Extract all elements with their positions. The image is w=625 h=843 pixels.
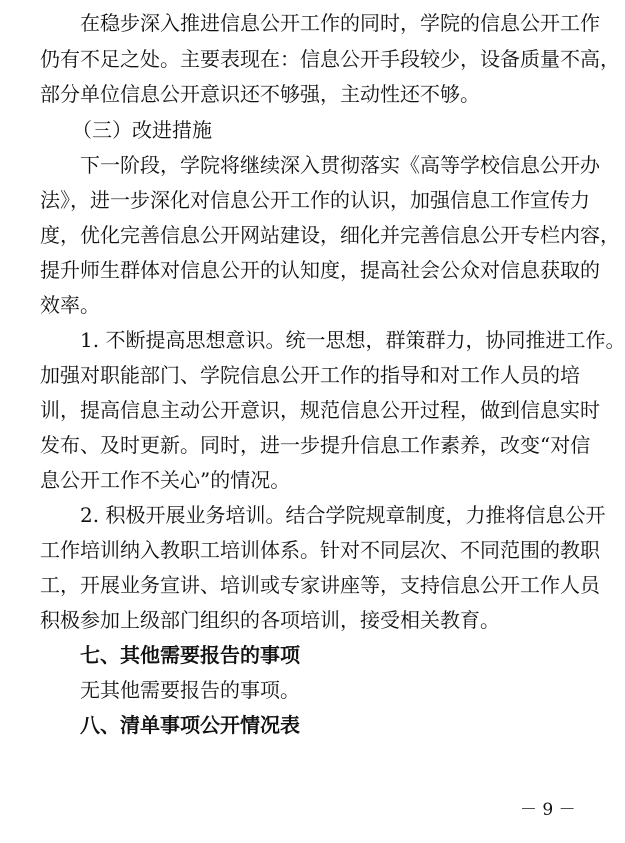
- text-line: 仍有不足之处。主要表现在：信息公开手段较少，设备质量不高，: [40, 47, 620, 71]
- text-line: 2. 积极开展业务培训。结合学院规章制度，力推将信息公开: [80, 503, 606, 527]
- text-line: 度，优化完善信息公开网站建设，细化并完善信息公开专栏内容，: [40, 223, 620, 247]
- text-line: 部分单位信息公开意识还不够强，主动性还不够。: [40, 82, 480, 106]
- text-line: 训，提高信息主动公开意识，规范信息公开过程，做到信息实时: [40, 398, 600, 422]
- text-line: 发布、及时更新。同时，进一步提升信息工作素养，改变“对信: [40, 433, 591, 457]
- text-line: 1. 不断提高思想意识。统一思想，群策群力，协同推进工作。: [80, 328, 625, 352]
- text-line: 效率。: [40, 293, 100, 317]
- text-line: 工作培训纳入教职工培训体系。针对不同层次、不同范围的教职: [40, 538, 600, 562]
- section-heading: 七、其他需要报告的事项: [80, 643, 300, 667]
- text-line: 息公开工作不关心”的情况。: [40, 468, 291, 492]
- text-line: 加强对职能部门、学院信息公开工作的指导和对工作人员的培: [40, 363, 580, 387]
- text-line: 积极参加上级部门组织的各项培训，接受相关教育。: [40, 608, 500, 632]
- page-number: － 9 －: [520, 800, 576, 820]
- text-line: 下一阶段，学院将继续深入贯彻落实《高等学校信息公开办: [80, 153, 600, 177]
- section-heading: 八、清单事项公开情况表: [80, 713, 300, 737]
- text-line: 在稳步深入推进信息公开工作的同时，学院的信息公开工作: [80, 11, 600, 35]
- text-line: 法》，进一步深化对信息公开工作的认识，加强信息工作宣传力: [40, 188, 590, 212]
- text-line: 无其他需要报告的事项。: [80, 678, 300, 702]
- section-heading: （三）改进措施: [72, 118, 212, 142]
- text-line: 工，开展业务宣讲、培训或专家讲座等，支持信息公开工作人员: [40, 573, 600, 597]
- text-line: 提升师生群体对信息公开的认知度，提高社会公众对信息获取的: [40, 258, 600, 282]
